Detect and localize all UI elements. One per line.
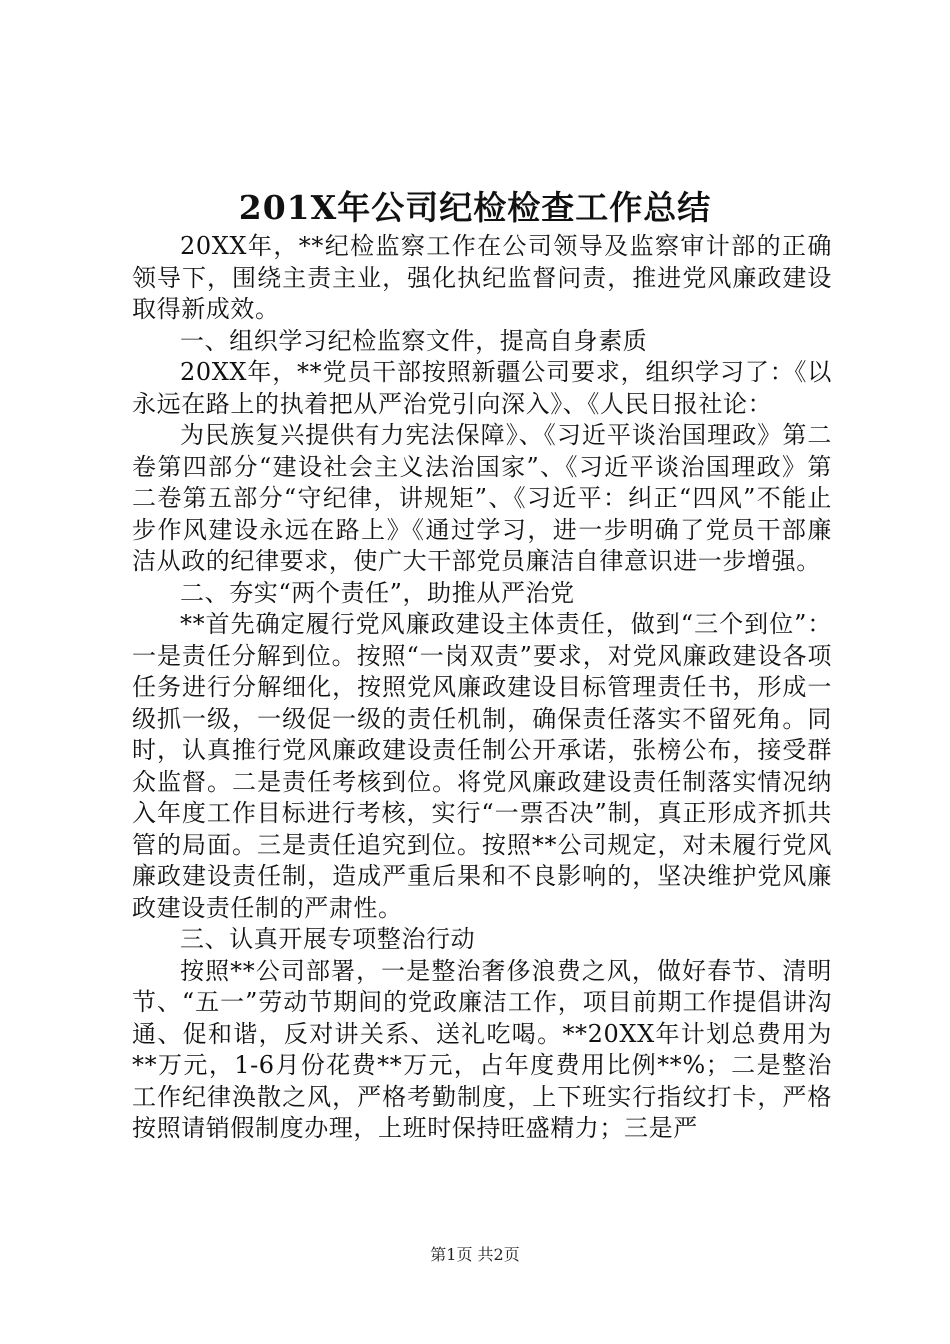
document-title: 201X年公司纪检检查工作总结 (238, 188, 712, 227)
paragraph-intro: 20XX年，**纪检监察工作在公司领导及监察审计部的正确领导下，围绕主责主业，强化执纪监督问责，推进党风廉政建设取得新成效。 (132, 232, 832, 323)
paragraph-study-list: 为民族复兴提供有力宪法保障》、《习近平谈治国理政》第二卷第四部分“建设社会主义法治国家”、《习近平谈治国理政》第二卷第五部分“守纪律，讲规矩”、《习近平：纠正“四风”不能止步作风建设永远在路上》《通过学习，进一步明确了党员干部廉洁从政的纪律要求，使广大干部党员廉洁自律意识进一步增强。 (132, 421, 832, 575)
document-body (132, 231, 832, 1145)
section-heading-3: 三、认真开展专项整治行动 (180, 925, 476, 953)
paragraph-study: 20XX年，**党员干部按照新疆公司要求，组织学习了：《以永远在路上的执着把从严治党引向深入》、《人民日报社论： (132, 358, 832, 418)
paragraph-rectification: 按照**公司部署，一是整治奢侈浪费之风，做好春节、清明节、“五一”劳动节期间的党政廉洁工作，项目前期工作提倡讲沟通、促和谐，反对讲关系、送礼吃喝。**20XX年计划总费用为**万元，1-6月份花费**万元，占年度费用比例**%；二是整治工作纪律涣散之风，严格考勤制度，上下班实行指纹打卡，严格按照请销假制度办理，上班时保持旺盛精力；三是严 (132, 956, 832, 1142)
page-number: 第1页 共2页 (430, 1245, 520, 1264)
section-heading-1: 一、组织学习纪检监察文件，提高自身素质 (180, 326, 648, 355)
section-heading-2: 二、夯实“两个责任”，助推从严治党 (180, 578, 575, 607)
paragraph-responsibility: **首先确定履行党风廉政建设主体责任，做到“三个到位”：一是责任分解到位。按照“一岗双责”要求，对党风廉政建设各项任务进行分解细化，按照党风廉政建设目标管理责任书，形成一级抓一级，一级促一级的责任机制，确保责任落实不留死角。同时，认真推行党风廉政建设责任制公开承诺，张榜公布，接受群众监督。二是责任考核到位。将党风廉政建设责任制落实情况纳入年度工作目标进行考核，实行“一票否决”制，真正形成齐抓共管的局面。三是责任追究到位。按照**公司规定，对未履行党风廉政建设责任制，造成严重后果和不良影响的，坚决维护党风廉政建设责任制的严肃性。 (132, 610, 832, 922)
